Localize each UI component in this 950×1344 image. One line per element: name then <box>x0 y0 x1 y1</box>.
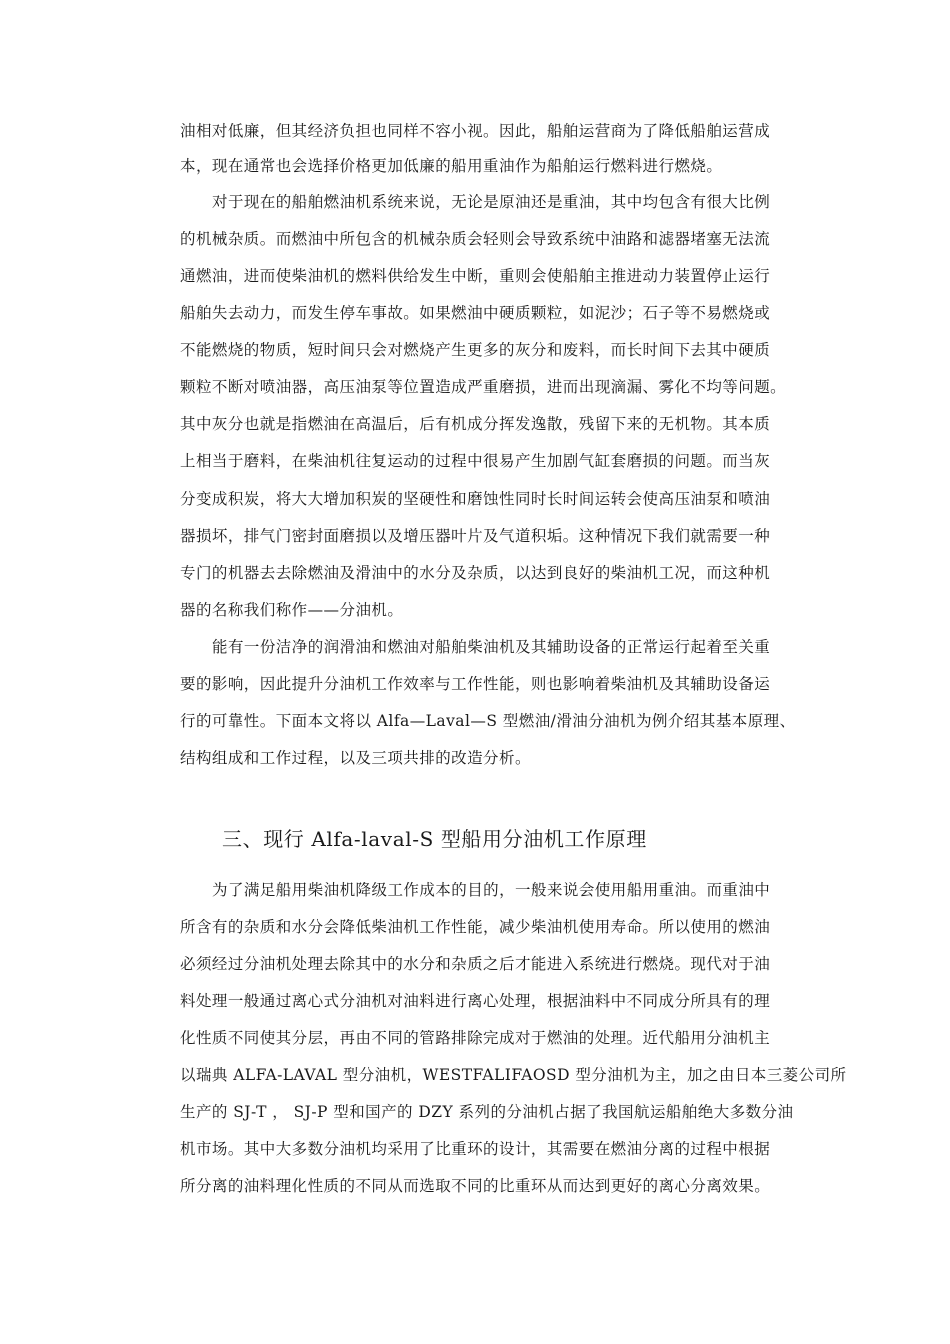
text-line: 以瑞典 ALFA-LAVAL 型分油机，WESTFALIFAOSD 型分油机为主，加之由日本三菱公司所 <box>180 1066 847 1084</box>
text-line: 要的影响，因此提升分油机工作效率与工作性能，则也影响着柴油机及其辅助设备运 <box>180 675 771 693</box>
text-line: 不能燃烧的物质，短时间只会对燃烧产生更多的灰分和废料，而长时间下去其中硬质 <box>180 341 771 359</box>
text-line: 器损坏，排气门密封面磨损以及增压器叶片及气道积垢。这种情况下我们就需要一种 <box>180 527 771 545</box>
text-line: 生产的 SJ-T ， SJ-P 型和国产的 DZY 系列的分油机占据了我国航运船舶绝大多数分油 <box>180 1103 794 1121</box>
text-line: 通燃油，进而使柴油机的燃料供给发生中断，重则会使船舶主推进动力装置停止运行 <box>180 267 771 285</box>
text-line: 本，现在通常也会选择价格更加低廉的船用重油作为船舶运行燃料进行燃烧。 <box>180 157 723 175</box>
text-line: 结构组成和工作过程，以及三项共排的改造分析。 <box>180 749 531 767</box>
text-line: 行的可靠性。下面本文将以 Alfa—Laval—S 型燃油/滑油分油机为例介绍其基本原理、 <box>180 712 796 730</box>
text-line: 化性质不同使其分层，再由不同的管路排除完成对于燃油的处理。近代船用分油机主 <box>180 1029 771 1047</box>
text-line: 能有一份洁净的润滑油和燃油对船舶柴油机及其辅助设备的正常运行起着至关重 <box>212 638 771 656</box>
text-line: 所含有的杂质和水分会降低柴油机工作性能，减少柴油机使用寿命。所以使用的燃油 <box>180 918 771 936</box>
text-line: 器的名称我们称作——分油机。 <box>180 601 404 619</box>
text-line: 其中灰分也就是指燃油在高温后，后有机成分挥发逸散，残留下来的无机物。其本质 <box>180 415 771 433</box>
text-line: 为了满足船用柴油机降级工作成本的目的，一般来说会使用船用重油。而重油中 <box>212 881 771 899</box>
text-line: 机市场。其中大多数分油机均采用了比重环的设计，其需要在燃油分离的过程中根据 <box>180 1140 771 1158</box>
text-line: 的机械杂质。而燃油中所包含的机械杂质会轻则会导致系统中油路和滤器堵塞无法流 <box>180 230 771 248</box>
text-line: 上相当于磨料，在柴油机往复运动的过程中很易产生加剧气缸套磨损的问题。而当灰 <box>180 452 771 470</box>
text-line: 专门的机器去去除燃油及滑油中的水分及杂质，以达到良好的柴油机工况，而这种机 <box>180 564 771 582</box>
text-line: 颗粒不断对喷油器，高压油泵等位置造成严重磨损，进而出现滴漏、雾化不均等问题。 <box>180 378 787 396</box>
text-line: 所分离的油料理化性质的不同从而选取不同的比重环从而达到更好的离心分离效果。 <box>180 1177 771 1195</box>
text-line: 油相对低廉，但其经济负担也同样不容小视。因此，船舶运营商为了降低船舶运营成 <box>180 122 771 140</box>
text-line: 船舶失去动力，而发生停车事故。如果燃油中硬质颗粒，如泥沙；石子等不易燃烧或 <box>180 304 771 322</box>
text-line: 分变成积炭，将大大增加积炭的坚硬性和磨蚀性同时长时间运转会使高压油泵和喷油 <box>180 490 771 508</box>
section-heading: 三、现行 Alfa-laval-S 型船用分油机工作原理 <box>222 827 647 851</box>
text-line: 料处理一般通过离心式分油机对油料进行离心处理，根据油料中不同成分所具有的理 <box>180 992 771 1010</box>
text-line: 必须经过分油机处理去除其中的水分和杂质之后才能进入系统进行燃烧。现代对于油 <box>180 955 771 973</box>
text-line: 对于现在的船舶燃油机系统来说，无论是原油还是重油，其中均包含有很大比例 <box>212 193 771 211</box>
